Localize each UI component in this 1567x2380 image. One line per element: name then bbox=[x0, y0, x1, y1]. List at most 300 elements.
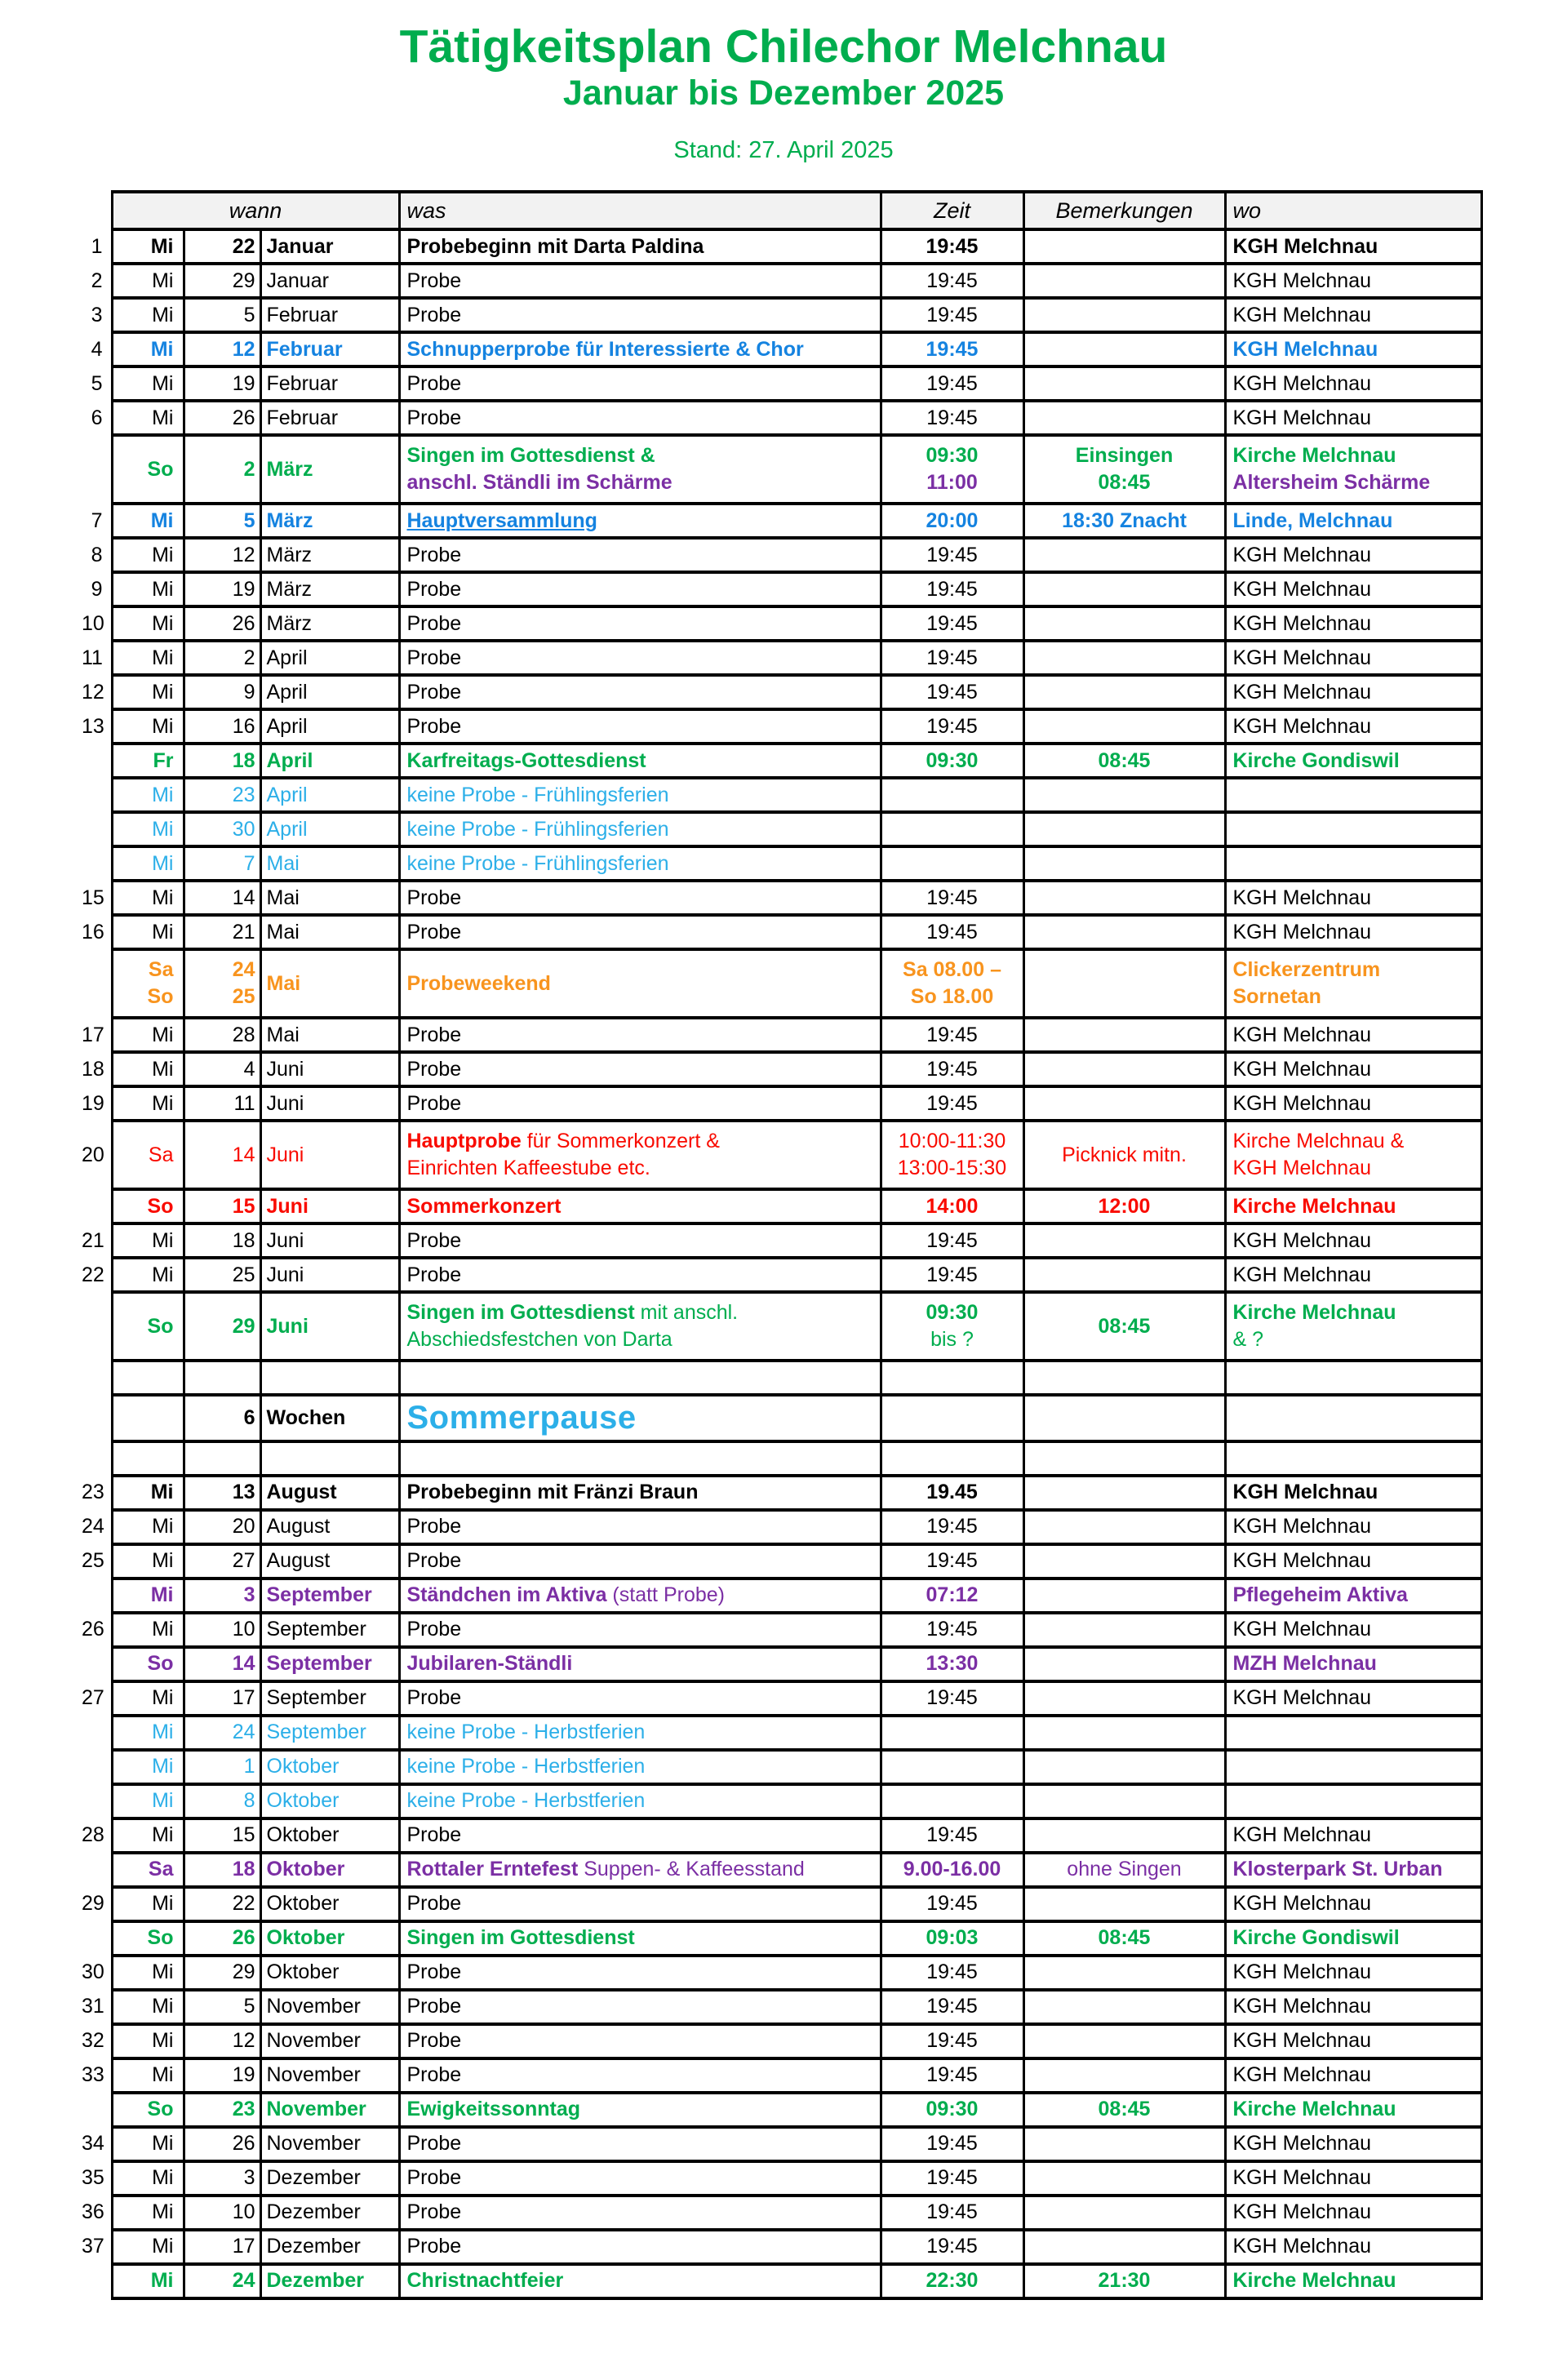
cell-text: 25 bbox=[232, 985, 255, 1009]
cell-text: KGH Melchnau bbox=[1232, 2132, 1372, 2156]
cell-text: 5 bbox=[243, 1995, 255, 2018]
schedule-row bbox=[82, 1018, 1481, 1052]
cell-text: Probe bbox=[406, 1823, 462, 1847]
cell-month bbox=[260, 641, 399, 675]
cell-zeit bbox=[881, 401, 1023, 435]
cell-text: keine Probe - Frühlingsferien bbox=[406, 817, 669, 841]
cell-day bbox=[112, 1441, 184, 1476]
schedule-row bbox=[82, 229, 1481, 264]
cell-day bbox=[112, 881, 184, 915]
cell-line bbox=[267, 1228, 398, 1254]
cell-line bbox=[882, 713, 1023, 740]
header-wo: wo bbox=[1225, 192, 1481, 229]
cell-month bbox=[260, 1395, 399, 1441]
cell-wo bbox=[1225, 1395, 1481, 1441]
schedule-row bbox=[82, 606, 1481, 641]
cell-line bbox=[882, 576, 1023, 603]
cell-bemerkungen bbox=[1023, 1818, 1225, 1853]
cell-text: keine Probe - Herbstferien bbox=[406, 1755, 646, 1778]
cell-text: Oktober bbox=[266, 1789, 340, 1813]
cell-text: Probe bbox=[406, 543, 462, 566]
cell-line bbox=[882, 1582, 1023, 1609]
cell-text: 26 bbox=[232, 2132, 255, 2156]
cell-line bbox=[1233, 336, 1480, 363]
cell-bemerkungen bbox=[1023, 504, 1225, 538]
cell-day bbox=[112, 229, 184, 264]
cell-date bbox=[184, 1750, 260, 1784]
cell-line bbox=[407, 2096, 880, 2123]
cell-line bbox=[267, 1856, 398, 1883]
cell-text: KGH Melchnau bbox=[1232, 1549, 1372, 1573]
cell-zeit bbox=[881, 2161, 1023, 2196]
cell-text: Mi bbox=[152, 406, 174, 429]
cell-wo bbox=[1225, 538, 1481, 572]
cell-was bbox=[399, 401, 881, 435]
header-rownum-spacer bbox=[82, 192, 112, 229]
cell-line bbox=[185, 508, 255, 535]
cell-text: 20 bbox=[232, 1515, 255, 1539]
cell-text: Sa bbox=[148, 958, 174, 982]
cell-day bbox=[112, 1292, 184, 1361]
cell-zeit bbox=[881, 1292, 1023, 1361]
cell-line bbox=[267, 1719, 398, 1746]
cell-was bbox=[399, 1784, 881, 1818]
cell-line bbox=[267, 679, 398, 706]
header-wann: wann bbox=[112, 192, 399, 229]
cell-text: April bbox=[266, 783, 308, 806]
schedule-row bbox=[82, 366, 1481, 401]
cell-text: Suppen- & Kaffeesstand bbox=[578, 1858, 805, 1881]
cell-bemerkungen bbox=[1023, 572, 1225, 606]
cell-line bbox=[882, 1193, 1023, 1220]
schedule-row bbox=[82, 1086, 1481, 1121]
cell-line bbox=[113, 2062, 174, 2089]
cell-wo bbox=[1225, 1052, 1481, 1086]
cell-line bbox=[1233, 2233, 1480, 2260]
cell-line bbox=[267, 576, 398, 603]
cell-line bbox=[882, 611, 1023, 637]
cell-line bbox=[882, 1890, 1023, 1917]
cell-text: 19:45 bbox=[926, 920, 978, 944]
cell-text: Schnupperprobe für Interessierte & Chor bbox=[406, 337, 804, 361]
cell-zeit bbox=[881, 1395, 1023, 1441]
cell-text: Sommerpause bbox=[406, 1400, 637, 1436]
schedule-row bbox=[82, 1647, 1481, 1681]
cell-text: Oktober bbox=[266, 1858, 345, 1881]
cell-text: Mi bbox=[150, 508, 174, 532]
cell-wo bbox=[1225, 881, 1481, 915]
cell-text: Probe bbox=[406, 2132, 462, 2156]
cell-line bbox=[113, 748, 174, 775]
cell-line bbox=[185, 542, 255, 569]
cell-text: Altersheim Schärme bbox=[1232, 471, 1431, 495]
cell-day bbox=[112, 2024, 184, 2058]
schedule-row bbox=[82, 881, 1481, 915]
cell-text: Mi bbox=[152, 920, 174, 944]
cell-month bbox=[260, 1476, 399, 1510]
cell-text: 19:45 bbox=[926, 2063, 978, 2087]
row-number bbox=[82, 1716, 112, 1750]
cell-was bbox=[399, 229, 881, 264]
cell-text: Kirche Melchnau bbox=[1232, 2269, 1396, 2293]
cell-text: 11:00 bbox=[926, 471, 978, 495]
cell-date bbox=[184, 264, 260, 298]
cell-date bbox=[184, 1956, 260, 1990]
cell-line bbox=[267, 1313, 398, 1340]
cell-line bbox=[1233, 1685, 1480, 1712]
cell-text: MZH Melchnau bbox=[1232, 1652, 1377, 1676]
cell-wo bbox=[1225, 1818, 1481, 1853]
cell-text: 29 bbox=[232, 269, 255, 292]
cell-text: Dezember bbox=[266, 2166, 361, 2190]
cell-line bbox=[882, 336, 1023, 363]
cell-text: November bbox=[266, 2063, 361, 2087]
cell-text: Mi bbox=[152, 680, 174, 704]
cell-was bbox=[399, 2264, 881, 2298]
row-number: 10 bbox=[82, 611, 104, 635]
row-number bbox=[82, 1292, 112, 1361]
cell-text: So bbox=[147, 985, 174, 1009]
cell-was bbox=[399, 1613, 881, 1647]
row-number: 4 bbox=[91, 337, 103, 361]
cell-bemerkungen bbox=[1023, 2058, 1225, 2093]
cell-month bbox=[260, 2230, 399, 2264]
cell-text: Kirche Gondiswil bbox=[1232, 1926, 1400, 1950]
cell-line bbox=[113, 816, 174, 843]
cell-bemerkungen bbox=[1023, 1921, 1225, 1956]
cell-text: Probe bbox=[406, 920, 462, 944]
cell-line bbox=[267, 1547, 398, 1574]
cell-line bbox=[407, 336, 880, 363]
cell-line bbox=[882, 2199, 1023, 2226]
cell-day bbox=[112, 366, 184, 401]
row-number bbox=[82, 2093, 112, 2127]
cell-line bbox=[1233, 611, 1480, 637]
cell-was bbox=[399, 1956, 881, 1990]
cell-line bbox=[407, 850, 880, 877]
cell-month bbox=[260, 1086, 399, 1121]
cell-month bbox=[260, 1681, 399, 1716]
cell-text: 19:45 bbox=[926, 1686, 978, 1710]
cell-line bbox=[882, 268, 1023, 295]
cell-was bbox=[399, 915, 881, 949]
cell-line bbox=[113, 1056, 174, 1083]
cell-line bbox=[267, 1142, 398, 1169]
cell-line bbox=[882, 233, 1023, 260]
cell-text: Mi bbox=[150, 337, 174, 361]
cell-text: 19:45 bbox=[926, 1057, 978, 1081]
cell-month bbox=[260, 264, 399, 298]
cell-text: 22:30 bbox=[926, 2269, 979, 2293]
cell-text: Probe bbox=[406, 1892, 462, 1916]
cell-text: Dezember bbox=[266, 2200, 361, 2224]
cell-day bbox=[112, 435, 184, 504]
cell-line bbox=[185, 1090, 255, 1117]
cell-line bbox=[185, 679, 255, 706]
cell-date bbox=[184, 1887, 260, 1921]
cell-day bbox=[112, 401, 184, 435]
cell-line bbox=[882, 1056, 1023, 1083]
cell-line bbox=[113, 508, 174, 535]
cell-line bbox=[185, 1650, 255, 1677]
cell-day bbox=[112, 675, 184, 709]
cell-text: 07:12 bbox=[926, 1583, 979, 1607]
cell-line bbox=[267, 268, 398, 295]
cell-text: Februar bbox=[266, 337, 343, 361]
cell-day bbox=[112, 1258, 184, 1292]
cell-text: Mi bbox=[152, 646, 174, 669]
cell-day bbox=[112, 1544, 184, 1579]
cell-line bbox=[882, 1925, 1023, 1952]
cell-line bbox=[267, 1022, 398, 1049]
cell-bemerkungen bbox=[1023, 744, 1225, 778]
schedule-row bbox=[82, 401, 1481, 435]
cell-was bbox=[399, 1510, 881, 1544]
cell-text: Probe bbox=[406, 1549, 462, 1573]
cell-line bbox=[1233, 1228, 1480, 1254]
cell-line bbox=[267, 1753, 398, 1780]
cell-text: 21 bbox=[232, 920, 255, 944]
cell-date bbox=[184, 1018, 260, 1052]
cell-line bbox=[882, 2096, 1023, 2123]
cell-month bbox=[260, 675, 399, 709]
cell-line bbox=[882, 371, 1023, 397]
cell-month bbox=[260, 1887, 399, 1921]
cell-line bbox=[113, 850, 174, 877]
cell-text: Mi bbox=[152, 1228, 174, 1252]
cell-text: 14:00 bbox=[926, 1194, 979, 1218]
cell-bemerkungen bbox=[1023, 332, 1225, 366]
cell-date bbox=[184, 538, 260, 572]
cell-line bbox=[113, 1822, 174, 1849]
cell-line bbox=[267, 782, 398, 809]
cell-was bbox=[399, 366, 881, 401]
cell-line bbox=[407, 1890, 880, 1917]
cell-month bbox=[260, 2196, 399, 2230]
cell-text: KGH Melchnau bbox=[1232, 2063, 1372, 2087]
cell-text: Februar bbox=[266, 371, 339, 395]
cell-text: 4 bbox=[243, 1057, 255, 1081]
cell-line bbox=[882, 1262, 1023, 1289]
cell-was bbox=[399, 264, 881, 298]
cell-month bbox=[260, 778, 399, 812]
cell-wo bbox=[1225, 2024, 1481, 2058]
cell-day bbox=[112, 1086, 184, 1121]
cell-line bbox=[1233, 984, 1480, 1010]
cell-zeit bbox=[881, 2264, 1023, 2298]
cell-month bbox=[260, 1647, 399, 1681]
cell-day bbox=[112, 1990, 184, 2024]
cell-date bbox=[184, 1784, 260, 1818]
cell-was bbox=[399, 1052, 881, 1086]
cell-line bbox=[185, 1513, 255, 1540]
cell-line bbox=[113, 1787, 174, 1814]
cell-wo bbox=[1225, 949, 1481, 1018]
schedule-row bbox=[82, 641, 1481, 675]
cell-day bbox=[112, 1018, 184, 1052]
cell-day bbox=[112, 1750, 184, 1784]
row-number: 11 bbox=[82, 646, 103, 669]
cell-text: 19:45 bbox=[926, 1995, 978, 2018]
cell-line bbox=[267, 1616, 398, 1643]
cell-line bbox=[267, 456, 398, 483]
cell-text: 19:45 bbox=[926, 1823, 978, 1847]
cell-line bbox=[185, 1056, 255, 1083]
cell-text: Probe bbox=[406, 1228, 462, 1252]
cell-wo bbox=[1225, 1121, 1481, 1189]
cell-text: Sa 08.00 – bbox=[903, 958, 1001, 982]
cell-wo bbox=[1225, 1086, 1481, 1121]
cell-line bbox=[1025, 1856, 1224, 1883]
cell-text: KGH Melchnau bbox=[1232, 371, 1372, 395]
schedule-row bbox=[82, 744, 1481, 778]
cell-wo bbox=[1225, 572, 1481, 606]
cell-line bbox=[1025, 2096, 1224, 2123]
cell-line bbox=[1025, 469, 1224, 496]
cell-text: Mi bbox=[152, 1263, 174, 1286]
cell-text: KGH Melchnau bbox=[1232, 1228, 1372, 1252]
cell-month bbox=[260, 2161, 399, 2196]
cell-was bbox=[399, 1189, 881, 1223]
cell-line bbox=[407, 1547, 880, 1574]
cell-text: Mi bbox=[152, 1057, 174, 1081]
cell-line bbox=[1233, 1959, 1480, 1986]
cell-line bbox=[1233, 713, 1480, 740]
cell-text: Einrichten Kaffeestube etc. bbox=[406, 1157, 650, 1180]
cell-day bbox=[112, 504, 184, 538]
cell-text: März bbox=[266, 508, 313, 532]
cell-text: 19:45 bbox=[926, 2029, 978, 2053]
cell-zeit bbox=[881, 949, 1023, 1018]
cell-wo bbox=[1225, 1510, 1481, 1544]
cell-month bbox=[260, 401, 399, 435]
cell-zeit bbox=[881, 572, 1023, 606]
cell-month bbox=[260, 332, 399, 366]
cell-date bbox=[184, 846, 260, 881]
cell-text: Kirche Melchnau bbox=[1232, 444, 1396, 468]
cell-line bbox=[1233, 1925, 1480, 1952]
cell-text: Linde, Melchnau bbox=[1232, 508, 1393, 532]
cell-text: Fr bbox=[153, 748, 174, 772]
cell-line bbox=[267, 816, 398, 843]
cell-line bbox=[407, 1128, 880, 1155]
cell-line bbox=[882, 1479, 1023, 1506]
cell-date bbox=[184, 2264, 260, 2298]
cell-wo bbox=[1225, 1018, 1481, 1052]
cell-text: So bbox=[147, 1652, 174, 1676]
cell-line bbox=[882, 679, 1023, 706]
cell-zeit bbox=[881, 1921, 1023, 1956]
cell-text: mit anschl. bbox=[634, 1301, 739, 1325]
cell-month bbox=[260, 572, 399, 606]
cell-line bbox=[113, 1650, 174, 1677]
cell-month bbox=[260, 606, 399, 641]
cell-month bbox=[260, 2264, 399, 2298]
cell-line bbox=[1025, 508, 1224, 535]
cell-was bbox=[399, 846, 881, 881]
cell-text: So 18.00 bbox=[910, 985, 994, 1009]
cell-month bbox=[260, 1716, 399, 1750]
cell-text: 19:45 bbox=[926, 2132, 978, 2156]
cell-text: 13:30 bbox=[926, 1652, 979, 1676]
cell-zeit bbox=[881, 846, 1023, 881]
cell-text: Januar bbox=[266, 269, 329, 292]
row-number: 12 bbox=[82, 680, 104, 704]
cell-line bbox=[185, 816, 255, 843]
schedule-row bbox=[82, 1223, 1481, 1258]
cell-text: 20:00 bbox=[926, 508, 979, 532]
cell-text: für Sommerkonzert & bbox=[521, 1130, 720, 1153]
cell-date bbox=[184, 709, 260, 744]
cell-text: bis ? bbox=[930, 1328, 974, 1352]
cell-line bbox=[1025, 1313, 1224, 1340]
cell-wo bbox=[1225, 606, 1481, 641]
cell-text: Mi bbox=[152, 1549, 174, 1573]
cell-line bbox=[407, 268, 880, 295]
cell-line bbox=[185, 2062, 255, 2089]
cell-month bbox=[260, 1544, 399, 1579]
cell-zeit bbox=[881, 1121, 1023, 1189]
cell-line bbox=[113, 1142, 174, 1169]
cell-line bbox=[185, 1616, 255, 1643]
cell-day bbox=[112, 1647, 184, 1681]
empty-row bbox=[82, 1441, 1481, 1476]
cell-text: Probe bbox=[406, 2235, 462, 2258]
cell-text: November bbox=[266, 2029, 361, 2053]
cell-line bbox=[185, 645, 255, 672]
cell-text: Probe bbox=[406, 886, 462, 909]
schedule-row bbox=[82, 1613, 1481, 1647]
cell-zeit bbox=[881, 435, 1023, 504]
cell-line bbox=[882, 1822, 1023, 1849]
cell-line bbox=[267, 2062, 398, 2089]
cell-was bbox=[399, 1921, 881, 1956]
cell-bemerkungen bbox=[1023, 1613, 1225, 1647]
cell-day bbox=[112, 1395, 184, 1441]
cell-text: Probe bbox=[406, 269, 462, 292]
cell-day bbox=[112, 641, 184, 675]
cell-line bbox=[185, 1313, 255, 1340]
cell-day bbox=[112, 606, 184, 641]
cell-day bbox=[112, 846, 184, 881]
cell-date bbox=[184, 1990, 260, 2024]
cell-line bbox=[882, 442, 1023, 469]
cell-month bbox=[260, 1189, 399, 1223]
cell-line bbox=[1233, 1513, 1480, 1540]
cell-bemerkungen bbox=[1023, 1544, 1225, 1579]
schedule-row bbox=[82, 1258, 1481, 1292]
cell-line bbox=[1233, 1547, 1480, 1574]
cell-text: Mai bbox=[266, 1023, 300, 1046]
cell-text: KGH Melchnau bbox=[1232, 234, 1378, 258]
cell-line bbox=[1233, 1993, 1480, 2020]
cell-text: Singen im Gottesdienst & bbox=[406, 444, 655, 468]
cell-line bbox=[185, 1022, 255, 1049]
cell-line bbox=[267, 1193, 398, 1220]
schedule-row bbox=[82, 949, 1481, 1018]
cell-text: 12 bbox=[232, 2029, 255, 2053]
cell-text: 19:45 bbox=[926, 1892, 978, 1916]
row-number: 7 bbox=[91, 508, 103, 532]
cell-zeit bbox=[881, 641, 1023, 675]
cell-line bbox=[407, 442, 880, 469]
cell-text: August bbox=[266, 1515, 331, 1539]
cell-line bbox=[113, 302, 174, 329]
cell-text: November bbox=[266, 1995, 361, 2018]
row-number: 33 bbox=[82, 2063, 104, 2087]
cell-day bbox=[112, 1476, 184, 1510]
cell-text: 19 bbox=[232, 2063, 255, 2087]
